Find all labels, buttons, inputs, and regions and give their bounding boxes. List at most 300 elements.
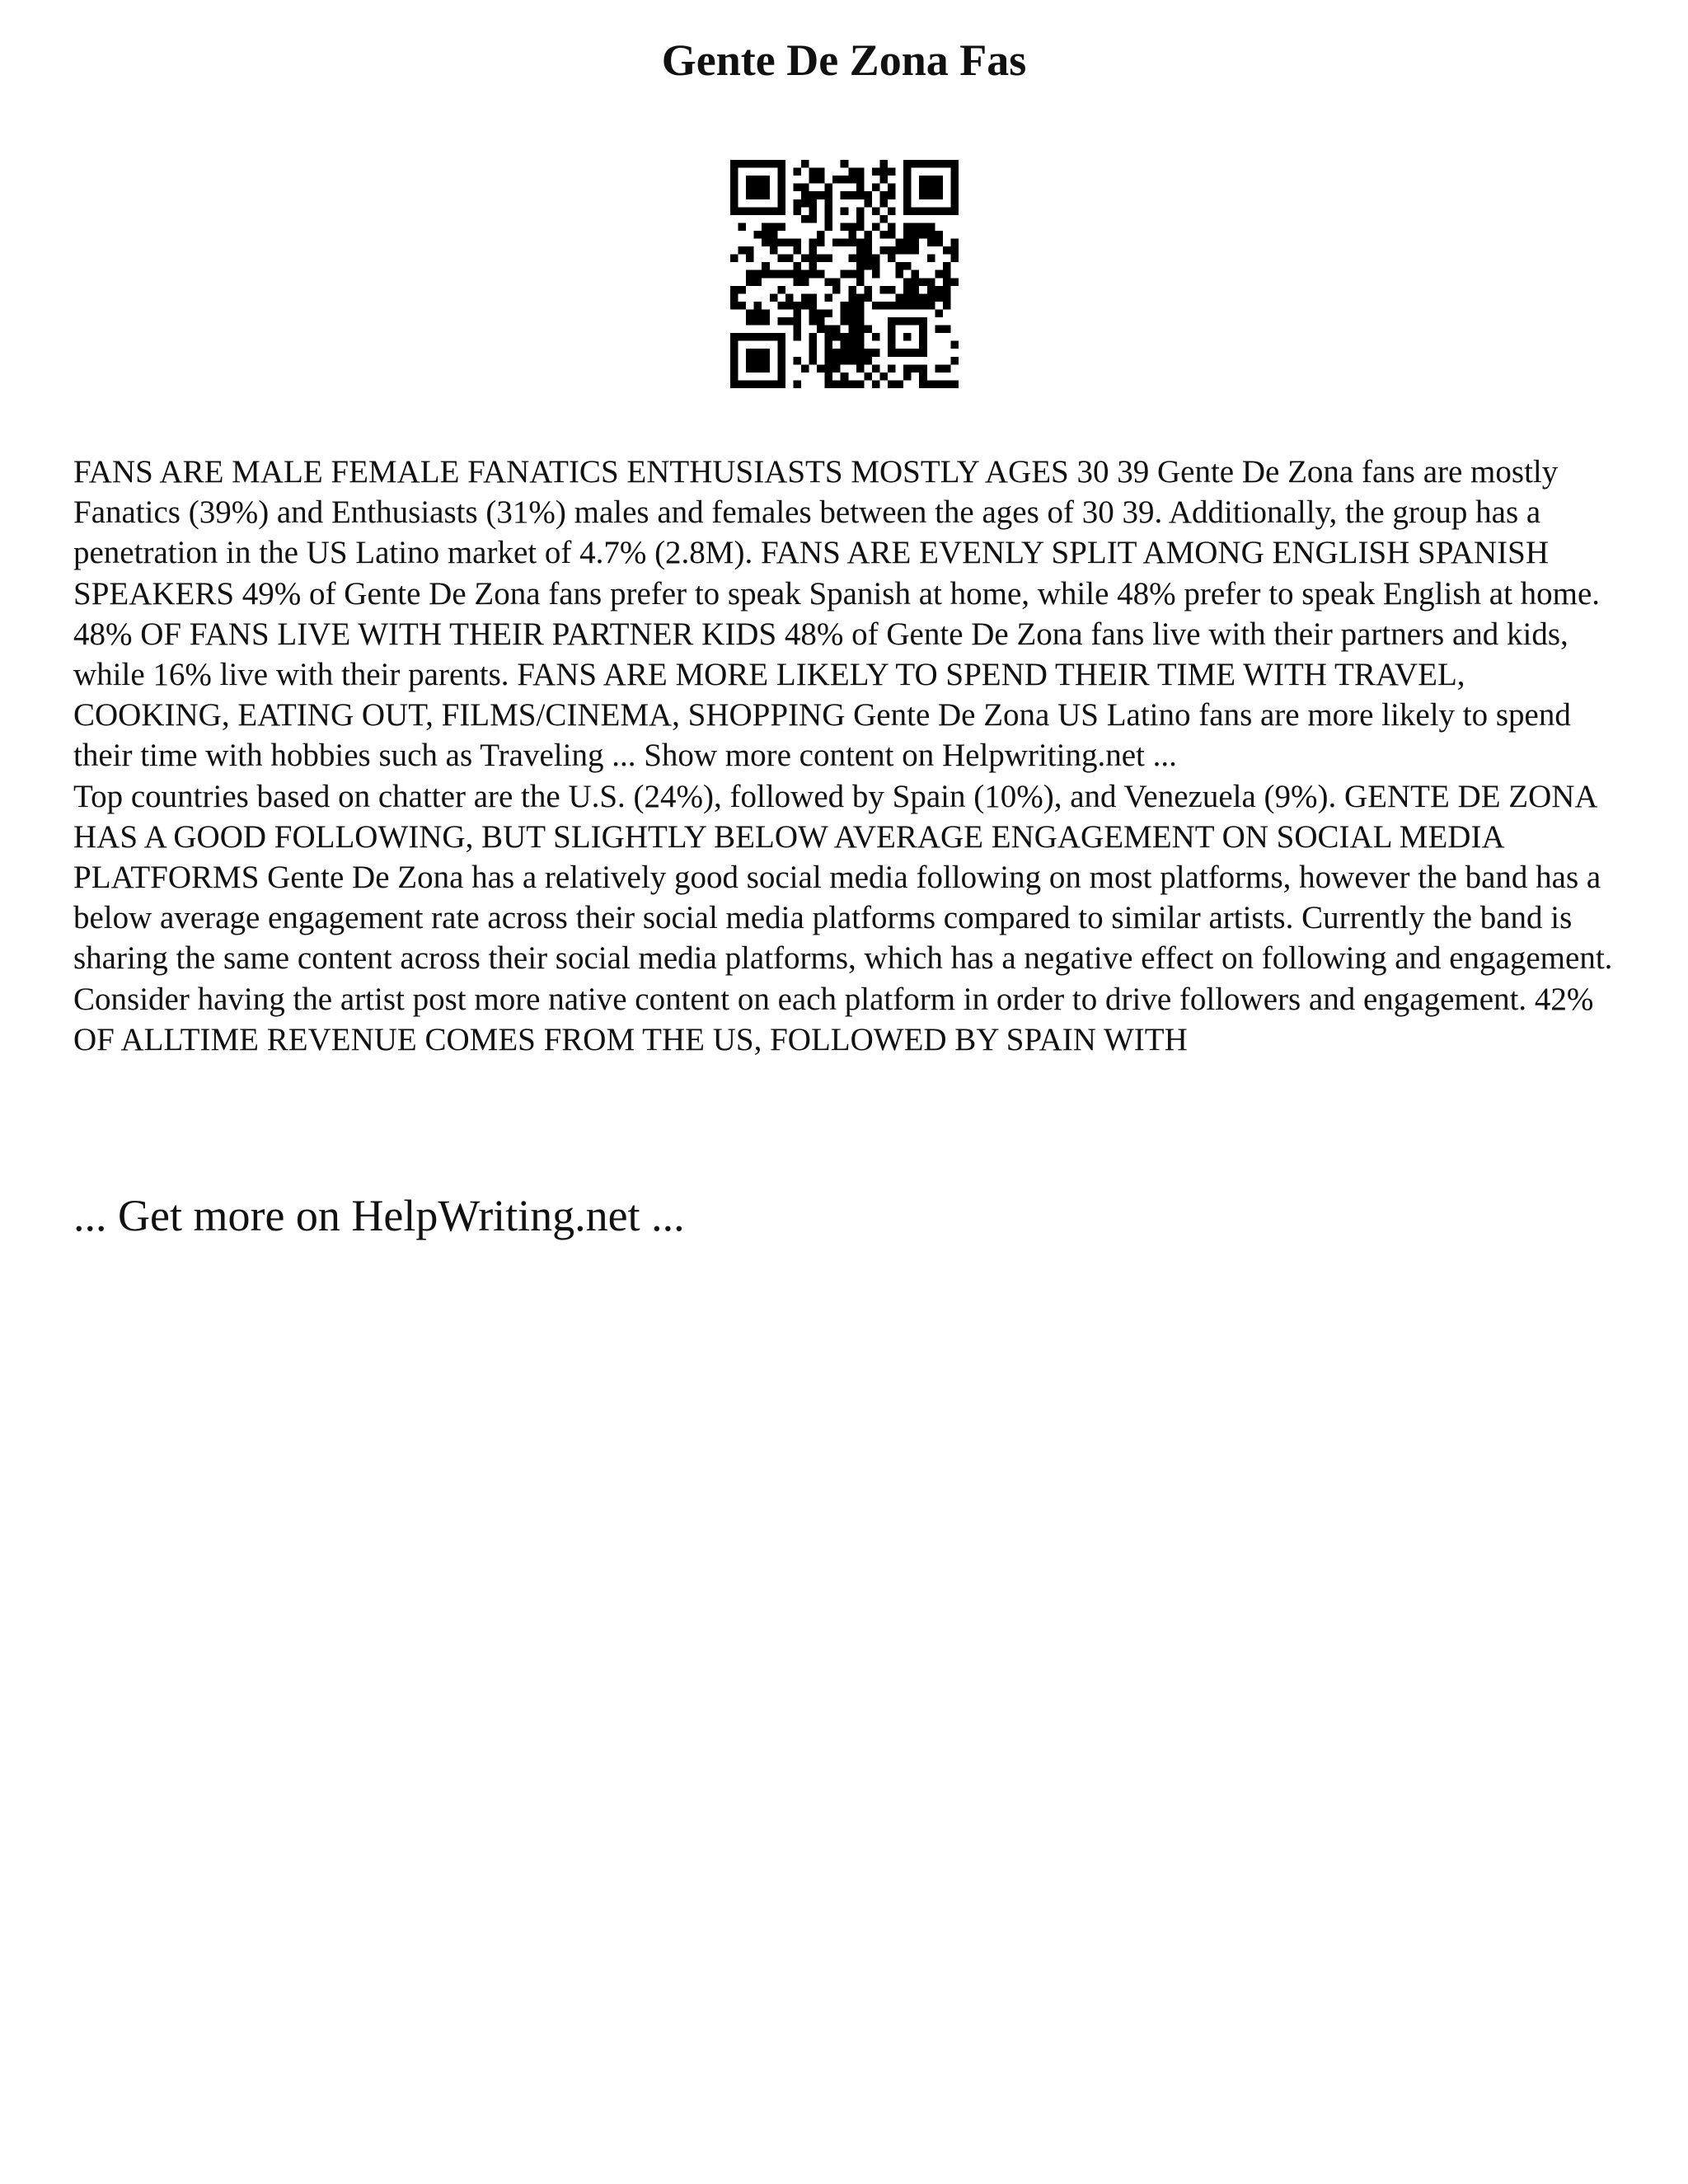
qr-module — [943, 246, 951, 255]
qr-module — [793, 357, 801, 365]
qr-module — [856, 239, 865, 247]
qr-module — [872, 270, 880, 279]
qr-module — [864, 326, 872, 334]
qr-module — [809, 246, 818, 255]
qr-module — [801, 293, 809, 302]
qr-module — [825, 364, 833, 373]
qr-module — [770, 246, 778, 255]
qr-module — [793, 184, 801, 192]
qr-module — [927, 278, 935, 286]
qr-module — [762, 239, 770, 247]
qr-module — [841, 176, 849, 184]
qr-module — [856, 278, 865, 286]
qr-module — [746, 317, 754, 326]
qr-module — [903, 262, 912, 270]
qr-module — [864, 357, 872, 365]
qr-module — [825, 278, 833, 286]
qr-module — [943, 293, 951, 302]
qr-module — [903, 278, 912, 286]
qr-module — [730, 286, 738, 294]
qr-module — [896, 380, 904, 388]
qr-module — [817, 326, 825, 334]
qr-module — [856, 380, 865, 388]
qr-module — [903, 223, 912, 231]
qr-module — [841, 270, 849, 279]
qr-module — [801, 364, 809, 373]
qr-module — [832, 380, 841, 388]
qr-module — [864, 373, 872, 381]
qr-module — [903, 286, 912, 294]
qr-module — [919, 278, 927, 286]
qr-module — [832, 364, 841, 373]
qr-code-icon — [730, 160, 959, 388]
qr-module — [919, 176, 943, 199]
qr-module — [950, 246, 959, 255]
qr-module — [770, 231, 778, 239]
qr-module — [754, 270, 762, 279]
qr-module — [762, 223, 770, 231]
qr-module — [950, 160, 959, 215]
qr-module — [888, 207, 896, 215]
qr-module — [801, 302, 809, 310]
qr-module — [730, 293, 738, 302]
qr-module — [888, 184, 896, 192]
qr-module — [903, 231, 912, 239]
qr-module — [738, 302, 747, 310]
qr-module — [872, 380, 880, 388]
qr-module — [730, 255, 738, 263]
qr-module — [841, 333, 849, 341]
qr-module — [950, 341, 959, 349]
qr-module — [848, 349, 856, 357]
qr-module — [919, 231, 927, 239]
qr-module — [746, 176, 770, 199]
qr-module — [777, 333, 785, 388]
qr-module — [793, 278, 801, 286]
qr-module — [927, 380, 935, 388]
qr-module — [856, 302, 865, 310]
qr-module — [872, 184, 880, 192]
qr-module — [903, 160, 912, 215]
qr-module — [801, 215, 809, 223]
qr-module — [879, 176, 888, 184]
get-more-link[interactable]: ... Get more on HelpWriting.net ... — [73, 1191, 685, 1240]
qr-module — [927, 293, 935, 302]
qr-module — [825, 373, 833, 381]
qr-module — [856, 246, 865, 255]
qr-module — [793, 239, 801, 247]
qr-module — [825, 309, 833, 317]
qr-module — [935, 364, 943, 373]
qr-module — [777, 160, 785, 215]
qr-module — [809, 176, 818, 184]
qr-module — [864, 199, 872, 208]
qr-module — [903, 246, 912, 255]
qr-module — [903, 333, 912, 341]
qr-module — [896, 246, 904, 255]
qr-module — [927, 302, 935, 310]
qr-module — [864, 293, 872, 302]
qr-module — [864, 255, 872, 263]
qr-module — [888, 168, 896, 176]
qr-module — [856, 223, 865, 231]
qr-module — [879, 191, 888, 199]
qr-module — [809, 207, 818, 215]
qr-module — [738, 286, 747, 294]
qr-module — [856, 176, 865, 184]
qr-module — [841, 160, 849, 168]
qr-module — [801, 270, 809, 279]
qr-module — [825, 333, 833, 341]
qr-module — [817, 270, 825, 279]
qr-code-graphic — [730, 160, 959, 388]
qr-module — [801, 184, 809, 192]
qr-module — [848, 223, 856, 231]
qr-module — [950, 278, 959, 286]
qr-module — [872, 302, 880, 310]
qr-module — [762, 270, 770, 279]
qr-module — [935, 286, 943, 294]
qr-module — [832, 176, 841, 184]
qr-module — [841, 239, 849, 247]
qr-module — [809, 255, 818, 263]
qr-module — [950, 239, 959, 247]
qr-module — [935, 326, 943, 334]
qr-module — [832, 326, 841, 334]
qr-module — [817, 191, 825, 199]
qr-module — [856, 317, 865, 326]
qr-module — [848, 286, 856, 294]
qr-module — [872, 349, 880, 357]
qr-module — [848, 168, 856, 176]
qr-module — [927, 223, 935, 231]
qr-module — [912, 270, 920, 279]
qr-module — [879, 231, 888, 239]
qr-module — [825, 349, 833, 357]
qr-module — [879, 199, 888, 208]
qr-module — [856, 341, 865, 349]
qr-module — [935, 309, 943, 317]
qr-module — [927, 231, 935, 239]
qr-module — [950, 255, 959, 263]
qr-module — [777, 317, 785, 326]
qr-module — [793, 317, 801, 326]
qr-module — [888, 246, 896, 255]
qr-module — [919, 302, 927, 310]
qr-module — [864, 349, 872, 357]
qr-module — [848, 293, 856, 302]
qr-module — [841, 373, 849, 381]
qr-module — [793, 333, 801, 341]
qr-module — [903, 293, 912, 302]
qr-module — [746, 246, 754, 255]
qr-module — [762, 262, 770, 270]
qr-module — [793, 207, 801, 215]
qr-module — [935, 380, 943, 388]
qr-module — [943, 278, 951, 286]
qr-module — [817, 255, 825, 263]
qr-module — [793, 262, 801, 270]
qr-module — [943, 364, 951, 373]
qr-module — [809, 293, 818, 302]
qr-module — [903, 239, 912, 247]
article-body — [73, 452, 1623, 1060]
qr-module — [912, 278, 920, 286]
qr-module — [754, 317, 762, 326]
qr-module — [730, 160, 785, 168]
qr-module — [856, 168, 865, 176]
qr-module — [879, 302, 888, 310]
qr-module — [817, 317, 825, 326]
qr-module — [872, 223, 880, 231]
qr-module — [864, 191, 872, 199]
qr-module — [935, 293, 943, 302]
qr-module — [801, 160, 809, 168]
qr-module — [888, 286, 896, 294]
qr-module — [825, 341, 833, 349]
qr-module — [903, 160, 959, 168]
qr-module — [888, 380, 896, 388]
qr-module — [762, 309, 770, 317]
qr-module — [856, 293, 865, 302]
qr-module — [825, 223, 833, 231]
qr-module — [746, 270, 754, 279]
qr-module — [841, 349, 849, 357]
qr-module — [809, 239, 818, 247]
qr-module — [762, 317, 770, 326]
qr-module — [912, 302, 920, 310]
qr-module — [730, 333, 785, 341]
qr-module — [848, 326, 856, 334]
qr-module — [848, 309, 856, 317]
qr-module — [809, 341, 818, 349]
qr-module — [864, 262, 872, 270]
qr-module — [856, 364, 865, 373]
qr-module — [770, 270, 778, 279]
qr-module — [879, 168, 888, 176]
qr-module — [848, 231, 856, 239]
qr-module — [793, 168, 801, 176]
qr-module — [888, 255, 896, 263]
qr-module — [943, 270, 951, 279]
paragraph: FANS ARE MALE FEMALE FANATICS ENTHUSIASTS MOSTLY AGES 30 39 Gente De Zona fans are mostly Fanatics (39%) and Enthusiasts (31%) males and females between the ages of 30 39. Additionally, the group has a penetration in the US Latino market of 4.7% (2.8M). FANS ARE EVENLY SPLIT AMONG ENGLISH SPANISH SPEAKERS 49% of Gente De Zona fans prefer to speak Spanish at home, while 48% prefer to speak English at home. 48% OF FANS LIVE WITH THEIR PARTNER KIDS 48% of Gente De Zona fans live with their partners and kids, while 16% live with their parents. FANS ARE MORE LIKELY TO SPEND THEIR TIME WITH TRAVEL, COOKING, EATING OUT, FILMS/CINEMA, SHOPPING Gente De Zona US Latino fans are more likely to spend their time with hobbies such as Traveling ... Show more content on Helpwriting.net ... — [73, 454, 1601, 774]
qr-module — [793, 326, 801, 334]
qr-module — [793, 380, 801, 388]
qr-module — [777, 302, 785, 310]
qr-module — [912, 231, 920, 239]
qr-module — [841, 302, 849, 310]
qr-module — [856, 262, 865, 270]
qr-module — [801, 255, 809, 263]
qr-module — [856, 326, 865, 334]
qr-module — [848, 380, 856, 388]
qr-module — [841, 309, 849, 317]
qr-module — [848, 191, 856, 199]
qr-module — [777, 223, 785, 231]
qr-module — [912, 293, 920, 302]
qr-module — [848, 317, 856, 326]
qr-module — [950, 380, 959, 388]
qr-module — [817, 176, 825, 184]
qr-module — [919, 380, 927, 388]
qr-module — [809, 168, 818, 176]
qr-module — [730, 207, 785, 215]
qr-module — [864, 231, 872, 239]
qr-module — [793, 302, 801, 310]
qr-module — [801, 191, 809, 199]
qr-module — [793, 270, 801, 279]
qr-module — [903, 364, 912, 373]
qr-module — [817, 239, 825, 247]
qr-module — [809, 191, 818, 199]
qr-module — [872, 262, 880, 270]
qr-module — [777, 255, 785, 263]
qr-module — [809, 302, 818, 310]
qr-module — [738, 223, 747, 231]
qr-module — [879, 246, 888, 255]
qr-module — [770, 293, 778, 302]
qr-module — [872, 364, 880, 373]
qr-module — [943, 262, 951, 270]
qr-module — [825, 255, 833, 263]
qr-module — [832, 278, 841, 286]
qr-module — [872, 207, 880, 215]
qr-module — [809, 333, 818, 341]
qr-module — [943, 326, 951, 334]
qr-module — [879, 215, 888, 223]
qr-module — [754, 309, 762, 317]
qr-module — [809, 262, 818, 270]
qr-module — [856, 349, 865, 357]
qr-module — [912, 223, 920, 231]
qr-module — [793, 246, 801, 255]
qr-module — [896, 293, 904, 302]
qr-module — [896, 302, 904, 310]
qr-module — [785, 270, 794, 279]
qr-module — [738, 246, 747, 255]
qr-module — [872, 255, 880, 263]
qr-module — [793, 309, 801, 317]
qr-module — [825, 326, 833, 334]
qr-module — [927, 286, 935, 294]
qr-module — [785, 255, 794, 263]
qr-module — [817, 231, 825, 239]
page-title: Gente De Zona Fas — [661, 35, 1027, 85]
qr-module — [809, 270, 818, 279]
qr-module — [746, 278, 754, 286]
qr-module — [935, 270, 943, 279]
qr-module — [848, 270, 856, 279]
qr-module — [927, 239, 935, 247]
qr-module — [841, 223, 849, 231]
qr-module — [848, 239, 856, 247]
qr-module — [825, 184, 833, 192]
qr-module — [809, 309, 818, 317]
qr-module — [809, 357, 818, 365]
qr-module — [856, 270, 865, 279]
qr-module — [879, 160, 888, 168]
qr-module — [785, 239, 794, 247]
qr-module — [785, 302, 794, 310]
qr-module — [801, 278, 809, 286]
qr-module — [848, 341, 856, 349]
qr-module — [888, 317, 896, 357]
qr-module — [927, 255, 935, 263]
qr-module — [856, 207, 865, 215]
qr-module — [856, 333, 865, 341]
qr-module — [943, 302, 951, 310]
qr-module — [825, 199, 833, 208]
qr-module — [801, 199, 809, 208]
qr-module — [943, 380, 951, 388]
qr-module — [841, 191, 849, 199]
qr-module — [912, 246, 920, 255]
qr-module — [903, 373, 912, 381]
qr-module — [864, 286, 872, 294]
qr-module — [817, 168, 825, 176]
qr-module — [896, 270, 904, 279]
qr-module — [746, 309, 754, 317]
qr-module — [825, 207, 833, 215]
qr-module — [856, 184, 865, 192]
qr-module — [912, 364, 920, 373]
qr-module — [919, 223, 927, 231]
qr-module — [825, 293, 833, 302]
qr-module — [730, 333, 738, 388]
qr-module — [832, 239, 841, 247]
qr-module — [777, 239, 785, 247]
qr-module — [809, 317, 818, 326]
qr-module — [793, 199, 801, 208]
qr-module — [888, 364, 896, 373]
qr-module — [809, 215, 818, 223]
paragraph: Top countries based on chatter are the U.S. (24%), followed by Spain (10%), and Venezuela (9%). GENTE DE ZONA HAS A GOOD FOLLOWING, BUT SLIGHTLY BELOW AVERAGE ENGAGEMENT ON SOCIAL MEDIA PLATFORMS Gente De Zona has a relatively good social media following on most platforms, however the band has a below average engagement rate across their social media platforms compared to similar artists. Currently the band is sharing the same content across their social media platforms, which has a negative effect on following and engagement. Consider having the artist post more native content on each platform in order to drive followers and engagement. 42% OF ALLTIME REVENUE COMES FROM THE US, FOLLOWED BY SPAIN WITH — [73, 778, 1613, 1057]
qr-module — [832, 286, 841, 294]
qr-module — [943, 286, 951, 294]
qr-module — [872, 168, 880, 176]
qr-module — [848, 302, 856, 310]
qr-module — [754, 278, 762, 286]
qr-module — [856, 215, 865, 223]
qr-module — [864, 239, 872, 247]
qr-module — [832, 357, 841, 365]
qr-module — [888, 302, 896, 310]
qr-module — [825, 380, 833, 388]
qr-module — [746, 255, 754, 263]
qr-module — [856, 191, 865, 199]
qr-module — [856, 309, 865, 317]
qr-module — [879, 286, 888, 294]
qr-module — [841, 341, 849, 349]
qr-module — [848, 176, 856, 184]
qr-module — [730, 380, 785, 388]
qr-module — [785, 317, 794, 326]
qr-module — [730, 160, 738, 215]
qr-module — [919, 364, 927, 373]
qr-module — [832, 333, 841, 341]
qr-module — [841, 317, 849, 326]
qr-module — [872, 333, 880, 341]
qr-module — [825, 191, 833, 199]
qr-module — [746, 349, 770, 373]
qr-module — [864, 246, 872, 255]
qr-module — [888, 223, 896, 231]
qr-module — [935, 231, 943, 239]
qr-module — [848, 333, 856, 341]
qr-module — [888, 191, 896, 199]
qr-module — [919, 317, 927, 357]
qr-module — [950, 357, 959, 365]
